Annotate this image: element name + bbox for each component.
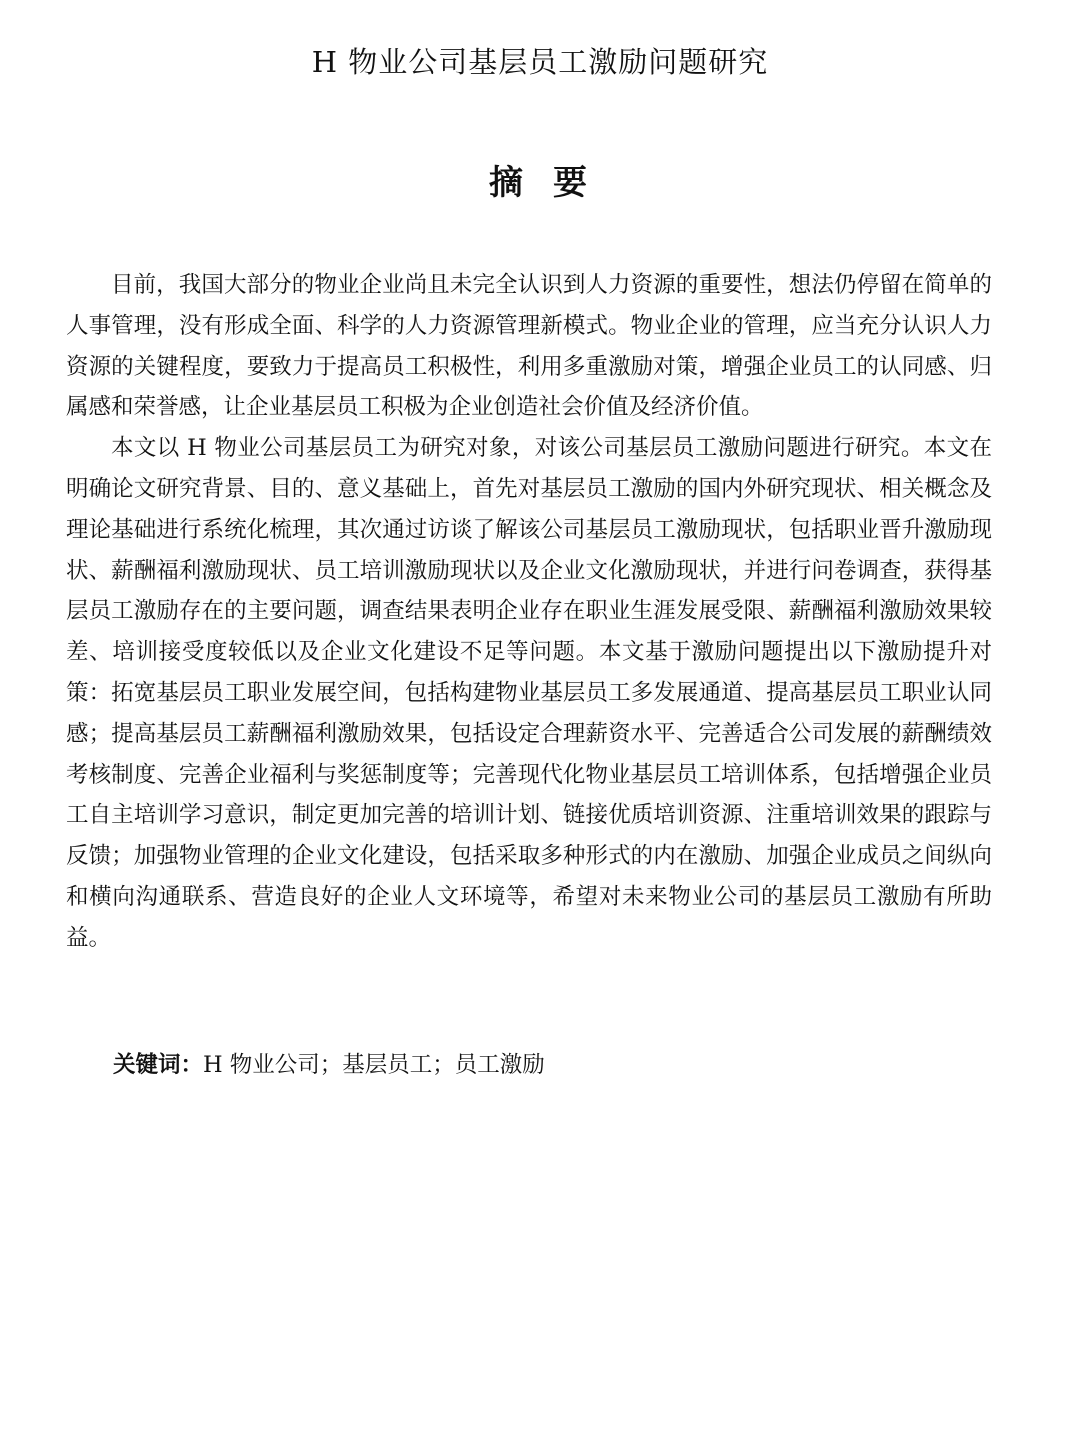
document-title: H 物业公司基层员工激励问题研究 — [311, 45, 769, 79]
abstract-paragraph-1: 目前，我国大部分的物业企业尚且未完全认识到人力资源的重要性，想法仍停留在简单的人事管理，没有形成全面、科学的人力资源管理新模式。物业企业的管理，应当充分认识人力资源的关键程度，要致力于提高员工积极性，利用多重激励对策，增强企业员工的认同感、归属感和荣誉感，让企业基层员工积极为企业创造社会价值及经济价值。 — [66, 272, 992, 421]
abstract-heading — [0, 158, 1080, 208]
abstract-heading-char-2: 要 — [553, 163, 591, 203]
keywords-line — [113, 1045, 545, 1085]
abstract-paragraph-2: 本文以 H 物业公司基层员工为研究对象，对该公司基层员工激励问题进行研究。本文在明确论文研究背景、目的、意义基础上，首先对基层员工激励的国内外研究现状、相关概念及理论基础进行系统化梳理，其次通过访谈了解该公司基层员工激励现状，包括职业晋升激励现状、薪酬福利激励现状、员工培训激励现状以及企业文化激励现状，并进行问卷调查，获得基层员工激励存在的主要问题，调查结果表明企业存在职业生涯发展受限、薪酬福利激励效果较差、培训接受度较低以及企业文化建设不足等问题。本文基于激励问题提出以下激励提升对策：拓宽基层员工职业发展空间，包括构建物业基层员工多发展通道、提高基层员工职业认同感；提高基层员工薪酬福利激励效果，包括设定合理薪资水平、完善适合公司发展的薪酬绩效考核制度、完善企业福利与奖惩制度等；完善现代化物业基层员工培训体系，包括增强企业员工自主培训学习意识，制定更加完善的培训计划、链接优质培训资源、注重培训效果的跟踪与反馈；加强物业管理的企业文化建设，包括采取多种形式的内在激励、加强企业成员之间纵向和横向沟通联系、营造良好的企业人文环境等，希望对未来物业公司的基层员工激励有所助益。 — [66, 435, 992, 951]
abstract-body — [66, 265, 992, 959]
keywords-label: 关键词： — [113, 1052, 204, 1078]
abstract-heading-char-1: 摘 — [489, 163, 527, 203]
keywords-value: H 物业公司；基层员工；员工激励 — [203, 1052, 545, 1078]
